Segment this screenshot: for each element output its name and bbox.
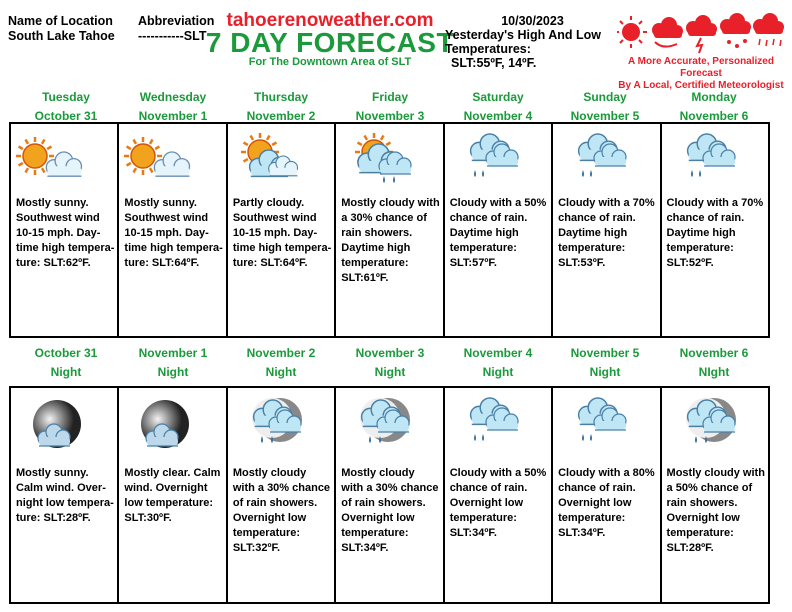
forecast-line: time high tempera- xyxy=(16,242,115,254)
forecast-line: of rain showers. xyxy=(232,497,318,509)
forecast-line: ture: SLT:62ºF. xyxy=(16,257,91,269)
forecast-line: ture: SLT:64ºF. xyxy=(232,257,308,269)
forecast-line: Mostly sunny. xyxy=(16,467,89,479)
night-header-4 xyxy=(444,344,552,382)
forecast-line: SLT:28ºF. xyxy=(666,542,714,554)
forecast-text xyxy=(558,196,656,271)
night-header-line1: November 3 xyxy=(355,346,425,360)
forecast-date: 10/30/2023 xyxy=(501,14,564,28)
night-cell-3 xyxy=(336,388,444,602)
forecast-line: Mostly sunny. xyxy=(16,197,89,209)
night-header-line2: Night xyxy=(50,365,82,379)
forecast-line: ture: SLT:28ºF. xyxy=(16,512,91,524)
night-forecast-row xyxy=(9,386,770,604)
day-header-line1: Monday xyxy=(691,90,737,104)
forecast-line: temperature: xyxy=(449,512,517,524)
night-cell-4 xyxy=(445,388,553,602)
forecast-line: with a 30% chance xyxy=(341,482,439,494)
forecast-line: Southwest wind xyxy=(124,212,209,224)
site-name: tahoerenoweather.com xyxy=(226,10,434,31)
forecast-text xyxy=(667,196,765,271)
forecast-line: temperature: xyxy=(449,242,517,254)
forecast-line: temperature: xyxy=(558,242,626,254)
night-header-line2: Night xyxy=(482,365,514,379)
day-cell-4 xyxy=(445,124,553,336)
cloud-wind-icon xyxy=(652,17,683,47)
night-header-line2: Night xyxy=(374,365,406,379)
night-header-2 xyxy=(227,344,335,382)
yesterday-label-2: Temperatures: xyxy=(445,42,531,56)
abbreviation-label: Abbreviation xyxy=(138,14,215,28)
forecast-line: Mostly cloudy with xyxy=(341,197,440,209)
forecast-line: Mostly cloudy xyxy=(341,467,415,479)
forecast-line: temperature: xyxy=(558,512,626,524)
night-header-line1: November 1 xyxy=(138,346,208,360)
weather-icons-strip xyxy=(617,12,787,56)
day-header-6 xyxy=(660,88,768,126)
forecast-line: a 30% chance of xyxy=(341,212,427,224)
forecast-text xyxy=(124,466,222,526)
night-header-line2: Night xyxy=(265,365,297,379)
night-header-6 xyxy=(660,344,768,382)
cloud-rain-icon xyxy=(557,394,653,458)
night-header-line2: Night xyxy=(589,365,621,379)
cloud-rain-icon xyxy=(449,130,545,194)
forecast-line: Daytime high xyxy=(449,227,519,239)
forecast-line: SLT:52ºF. xyxy=(666,257,714,269)
forecast-line: temperature: xyxy=(666,242,734,254)
forecast-text xyxy=(16,196,114,271)
yesterday-values: SLT:55ºF, 14ºF. xyxy=(451,56,537,70)
day-cell-1 xyxy=(119,124,227,336)
day-header-line2: November 1 xyxy=(138,109,208,123)
sun-cloud-icon xyxy=(15,130,111,194)
forecast-line: SLT:34ºF. xyxy=(449,527,497,539)
forecast-line: rain showers. xyxy=(666,497,738,509)
night-cell-6 xyxy=(662,388,768,602)
partly-cloudy-icon xyxy=(232,130,328,194)
forecast-line: Mostly clear. Calm xyxy=(124,467,221,479)
forecast-line: Overnight low xyxy=(232,512,307,524)
forecast-line: 10-15 mph. Day- xyxy=(232,227,318,239)
day-header-line1: Saturday xyxy=(472,90,524,104)
cloud-rain-icon xyxy=(449,394,545,458)
night-header-line2: Night xyxy=(157,365,189,379)
day-header-line2: November 3 xyxy=(355,109,425,123)
forecast-line: SLT:53ºF. xyxy=(558,257,606,269)
forecast-line: Overnight low xyxy=(666,512,740,524)
day-header-line2: October 31 xyxy=(34,109,98,123)
forecast-line: temperature: xyxy=(341,257,409,269)
forecast-line: ture: SLT:64ºF. xyxy=(124,257,200,269)
night-header-1 xyxy=(119,344,227,382)
forecast-line: Southwest wind xyxy=(16,212,100,224)
forecast-line: 10-15 mph. Day- xyxy=(124,227,209,239)
forecast-text xyxy=(16,466,114,526)
forecast-line: Cloudy with a 50% xyxy=(449,197,547,209)
night-header-line2: NIght xyxy=(698,365,730,379)
forecast-line: SLT:61ºF. xyxy=(341,272,389,284)
forecast-line: a 50% chance of xyxy=(666,482,753,494)
forecast-line: night low tempera- xyxy=(16,497,114,509)
forecast-text xyxy=(341,466,439,556)
forecast-line: Daytime high xyxy=(558,227,628,239)
night-header-line1: November 2 xyxy=(246,346,316,360)
forecast-line: Overnight low xyxy=(449,497,524,509)
day-header-line1: Sunday xyxy=(583,90,627,104)
day-header-line1: Tuesday xyxy=(42,90,90,104)
moon-cloud-icon xyxy=(15,394,111,458)
day-cell-2 xyxy=(228,124,336,336)
forecast-line: chance of rain. xyxy=(666,212,745,224)
forecast-text xyxy=(233,466,331,556)
night-cloud-rain-icon xyxy=(340,394,436,458)
day-forecast-row xyxy=(9,122,770,338)
forecast-line: 10-15 mph. Day- xyxy=(16,227,101,239)
page-title: 7 DAY FORECAST xyxy=(205,27,455,58)
night-header-line1: November 6 xyxy=(679,346,749,360)
moon-cloud-icon xyxy=(123,394,219,458)
yesterday-temps xyxy=(445,14,620,70)
location-abbreviation: -----------SLT xyxy=(138,29,207,43)
night-header-5 xyxy=(551,344,659,382)
day-header-3 xyxy=(336,88,444,126)
night-header-line1: November 4 xyxy=(463,346,533,360)
forecast-text xyxy=(450,466,548,541)
forecast-line: with a 30% chance xyxy=(232,482,331,494)
night-header-line1: October 31 xyxy=(34,346,98,360)
yesterday-label-1: Yesterday's High And Low xyxy=(445,28,602,42)
day-header-line2: November 5 xyxy=(570,109,640,123)
night-cloud-rain-icon xyxy=(666,394,762,458)
promo-line-2: By A Local, Certified Meteorologist xyxy=(618,80,784,91)
location-name: South Lake Tahoe xyxy=(8,29,115,43)
page-subtitle: For The Downtown Area of SLT xyxy=(248,56,412,68)
forecast-line: SLT:57ºF. xyxy=(449,257,497,269)
snow-cloud-icon xyxy=(720,13,751,48)
forecast-line: temperature: xyxy=(341,527,409,539)
promo-text xyxy=(612,56,790,92)
forecast-line: Southwest wind xyxy=(232,212,317,224)
night-header-0 xyxy=(12,344,120,382)
forecast-line: of rain showers. xyxy=(341,497,426,509)
day-header-0 xyxy=(12,88,120,126)
forecast-text xyxy=(450,196,548,271)
day-cell-3 xyxy=(336,124,444,336)
forecast-line: Cloudy with a 70% xyxy=(558,197,655,209)
forecast-line: chance of rain. xyxy=(558,482,636,494)
forecast-line: rain showers. xyxy=(341,227,413,239)
day-header-line2: November 4 xyxy=(463,109,533,123)
name-of-location-label: Name of Location xyxy=(8,14,113,28)
forecast-text xyxy=(341,196,439,286)
forecast-text xyxy=(124,196,222,271)
forecast-line: time high tempera- xyxy=(232,242,332,254)
night-cloud-rain-icon xyxy=(232,394,328,458)
forecast-line: temperature: xyxy=(666,527,734,539)
day-header-line1: Wednesday xyxy=(139,90,207,104)
day-header-line2: November 6 xyxy=(679,109,749,123)
forecast-text xyxy=(233,196,331,271)
forecast-line: Overnight low xyxy=(341,512,415,524)
day-header-line1: Thursday xyxy=(253,90,308,104)
day-header-2 xyxy=(227,88,335,126)
forecast-line: Mostly cloudy with xyxy=(666,467,765,479)
forecast-line: Daytime high xyxy=(666,227,736,239)
forecast-line: chance of rain. xyxy=(449,482,528,494)
forecast-line: Partly cloudy. xyxy=(232,197,305,209)
forecast-line: chance of rain. xyxy=(558,212,636,224)
day-header-4 xyxy=(444,88,552,126)
forecast-line: time high tempera- xyxy=(124,242,223,254)
forecast-line: temperature: xyxy=(232,527,301,539)
day-cell-6 xyxy=(662,124,768,336)
day-header-1 xyxy=(119,88,227,126)
rain-cloud-icon xyxy=(753,13,784,46)
forecast-line: SLT:32ºF. xyxy=(232,542,281,554)
cloud-rain-icon xyxy=(666,130,762,194)
night-cell-2 xyxy=(228,388,336,602)
forecast-line: SLT:34ºF. xyxy=(558,527,606,539)
forecast-line: Calm wind. Over- xyxy=(16,482,106,494)
night-cell-5 xyxy=(553,388,661,602)
forecast-line: Cloudy with a 80% xyxy=(558,467,655,479)
night-cell-0 xyxy=(11,388,119,602)
forecast-line: Mostly cloudy xyxy=(232,467,307,479)
night-cell-1 xyxy=(119,388,227,602)
day-header-5 xyxy=(551,88,659,126)
forecast-line: SLT:34ºF. xyxy=(341,542,389,554)
forecast-line: Mostly sunny. xyxy=(124,197,197,209)
forecast-line: Daytime high xyxy=(341,242,411,254)
cloud-rain-icon xyxy=(557,130,653,194)
cloud-rain-sun-icon xyxy=(340,130,436,194)
forecast-text xyxy=(667,466,765,556)
forecast-line: Overnight low xyxy=(558,497,632,509)
forecast-line: low temperature: xyxy=(124,497,214,509)
forecast-line: Cloudy with a 70% xyxy=(666,197,764,209)
forecast-text xyxy=(558,466,656,541)
night-header-line1: November 5 xyxy=(570,346,640,360)
forecast-line: wind. Overnight xyxy=(124,482,208,494)
forecast-line: Cloudy with a 50% xyxy=(449,467,547,479)
night-header-3 xyxy=(336,344,444,382)
day-header-line2: November 2 xyxy=(246,109,316,123)
sun-icon xyxy=(617,16,647,48)
forecast-line: SLT:30ºF. xyxy=(124,512,172,524)
day-cell-5 xyxy=(553,124,661,336)
day-header-line1: Friday xyxy=(371,90,408,104)
sun-cloud-icon xyxy=(123,130,219,194)
promo-line-1: A More Accurate, Personalized Forecast xyxy=(628,56,774,79)
forecast-line: chance of rain. xyxy=(449,212,528,224)
day-cell-0 xyxy=(11,124,119,336)
storm-cloud-icon xyxy=(686,15,717,53)
